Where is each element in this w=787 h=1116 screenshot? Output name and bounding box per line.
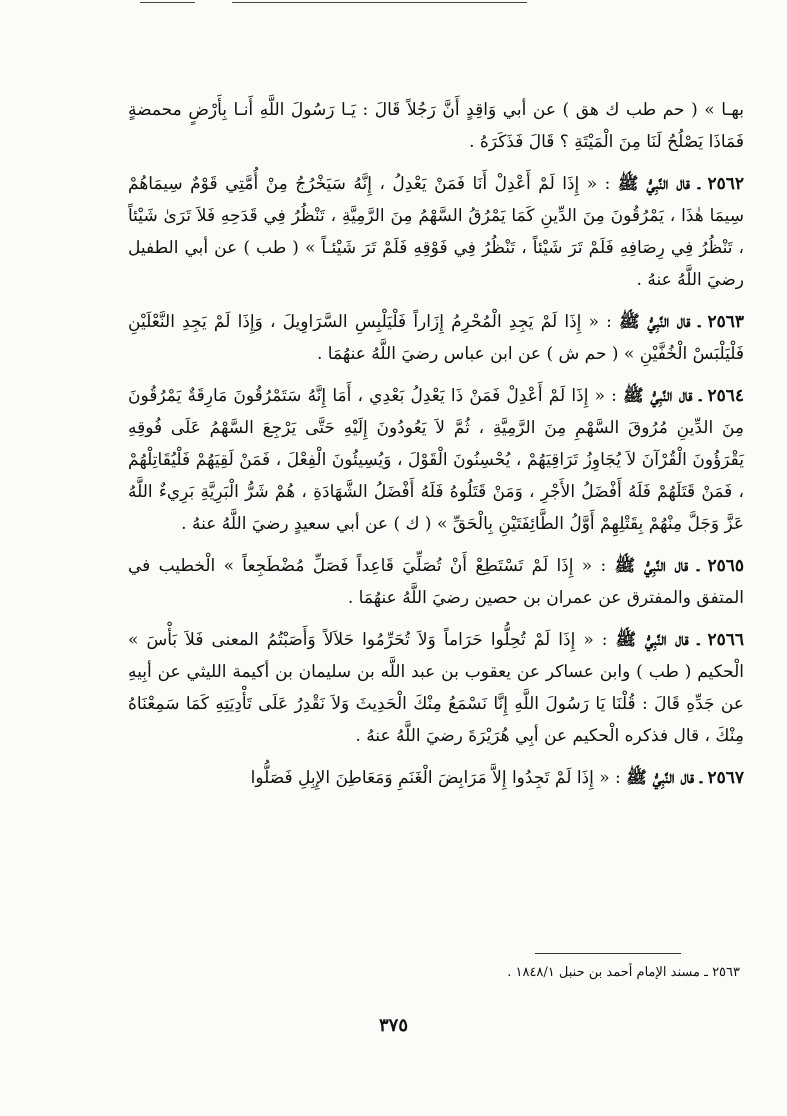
- hadith-number: ٢٥٦٢: [707, 174, 745, 194]
- hadith-sayer: ـ قال النَّبِيُّ ﷺ: [623, 386, 702, 406]
- hadith-sayer: ـ قال النَّبِيُّ ﷺ: [626, 768, 703, 788]
- hadith-sayer: ـ قال النَّبِيُّ ﷺ: [614, 556, 700, 576]
- footnote-divider: [535, 953, 681, 954]
- hadith-paragraph: [128, 168, 744, 296]
- hadith-sayer: ـ قال النَّبِيُّ ﷺ: [619, 312, 701, 332]
- top-rule-right: [232, 2, 527, 3]
- hadith-text: : « إِذَا لَمْ يَجِدِ الْمُحْرِمُ إِزَاراً فَلْيَلْبِسِ السَّرَاوِيلَ ، وَإِذَا لَمْ يَجِدِ النَّعْلَيْنِ فَلْيَلْبَسْ الْخُفَّيْنِ » ( حم ش ) عن ابن عباس رضيَ اللَّهُ عنهُمَا .: [128, 312, 744, 364]
- hadith-number: ٢٥٦٤: [707, 386, 745, 406]
- hadith-sayer: ـ قال النَّبِيُّ ﷺ: [615, 630, 700, 650]
- hadith-paragraph: [128, 550, 744, 614]
- hadith-text: : « إِذَا لَمْ أَعْدِلْ أَنَا فَمَنْ يَعْدِلُ ، إِنَّهُ سَيَخْرُجُ مِنْ أُمَّتِي قَوْمٌ سِيمَاهُمْ سِيمَا هٰذَا ، يَمْرُقُونَ مِنَ الدِّينِ كَمَا يَمْرُقُ السَّهْمُ مِنَ الرَّمِيَّةِ ، تَنْظُرُ فِي قَدَحِهِ فَلاَ تَرَىٰ شَيْئاً ، تَنْظُرُ فِي رِصَافِهِ فَلَمْ تَرَ شَيْئاً ، تَنْظُرُ فِي فَوْقِهِ فَلَمْ تَرَ شَيْئـاً » ( طب ) عن أبي الطفيل رضيَ اللَّهُ عنهُ .: [128, 174, 744, 290]
- top-rule-left: [140, 2, 195, 3]
- hadith-number: ٢٥٦٦: [707, 630, 745, 650]
- hadith-sayer: ـ قال النَّبِيُّ ﷺ: [617, 174, 701, 194]
- footnote: ٢٥٦٣ ـ مسند الإمام أحمد بن حنبل ١٨٤٨/١ .: [507, 965, 740, 980]
- hadith-paragraph: [128, 380, 744, 540]
- hadith-text: : « إِذَا لَمْ تَسْتَطِعْ أَنْ تُصَلِّيَ قَاعِداً فَصَلِّ مُضْطَجِعاً » الْخطيب في المتفق والمفترق عن عمران بن حصين رضيَ اللَّهُ عنهُمَا .: [128, 556, 744, 608]
- hadith-number: ٢٥٦٣: [707, 312, 745, 332]
- hadith-number: ٢٥٦٧: [707, 768, 744, 788]
- hadith-text: : « إِذَا لَمْ أَعْدِلْ فَمَنْ ذَا يَعْدِلُ بَعْدِي ، أَمَا إِنَّهُ سَتَمْرُقُونَ مَارِقَةٌ يَمْرُقُونَ مِنَ الدِّينِ مُرُوقَ السَّهْمِ مِنَ الرَّمِيَّةِ ، ثُمَّ لاَ يَعُودُونَ إِلَيْهِ حَتَّى يَرْجِعَ السَّهْمُ عَلَى فُوقِهِ يَقْرَؤُونَ الْقُرْآنَ لاَ يُجَاوِزُ تَرَاقِيَهُمْ ، يُحْسِنُونَ الْقَوْلَ ، وَيُسِيئُونَ الْفِعْلَ ، فَمَنْ لَقِيَهُمْ فَلْيُقَاتِلْهُمْ ، فَمَنْ قَتَلَهُمْ فَلَهُ أَفْضَلُ الأَجْرِ ، وَمَنْ قَتَلُوهُ فَلَهُ أَفْضَلُ الشَّهَادَةِ ، هُمْ شَرُّ الْبَرِيَّةِ بَرِيءٌ اللَّهُ عَزَّ وَجَلَّ مِنْهُمْ بِقَتْلِهِمْ أَوَّلُ الطَّائِفَتَيْنِ بِالْحَقِّ » ( ك ) عن أبي سعيدٍ رضيَ اللَّهُ عنهُ .: [128, 386, 744, 534]
- page-number: ٣٧٥: [378, 1015, 408, 1036]
- hadith-paragraph: [128, 94, 744, 158]
- page-text: [128, 94, 744, 804]
- hadith-text: : « إِذَا لَمْ تُحِلُّوا حَرَاماً وَلاَ تُحَرِّمُوا حَلاَلاً وَأَصَبْتُمُ المعنى فَلاَ بَأْسَ » الْحكيم ( طب ) وابن عساكر عن يعقوب بن عبد اللَّه بن سليمان بن أكيمة الليثي عن أبِيهِ عن جَدِّهِ قَالَ : قُلْنَا يَا رَسُولَ اللَّهِ إِنَّا نَسْمَعُ مِنْكَ الْحَدِيثَ وَلاَ نَقْدِرُ عَلَى تَأْدِيَتِهِ كَمَا سَمِعْنَاهُ مِنْكَ ، قال فذكره الْحكيم عن أبِي هُرَيْرَةَ رضيَ اللَّهُ عنهُ .: [128, 630, 744, 746]
- hadith-paragraph: [128, 306, 744, 370]
- hadith-text: : « إِذَا لَمْ تَجِدُوا إِلاَّ مَرَابِضَ الْغَنَمِ وَمَعَاطِنَ الإِبِلِ فَصَلُّوا: [250, 768, 621, 788]
- hadith-paragraph: [128, 624, 744, 752]
- hadith-text: بهـا » ( حم طب ك هق ) عن أبي وَاقِدٍ أَنَّ رَجُلاً قَالَ : يَـا رَسُولَ اللَّهِ أَنـا بِأَرْضٍ محمضةٍ فَمَاذَا يَصْلُحُ لَنَا مِنَ الْمَيْتَةِ ؟ قَالَ فَذَكَرَهُ .: [128, 100, 744, 152]
- hadith-paragraph: [128, 762, 744, 794]
- hadith-number: ٢٥٦٥: [707, 556, 745, 576]
